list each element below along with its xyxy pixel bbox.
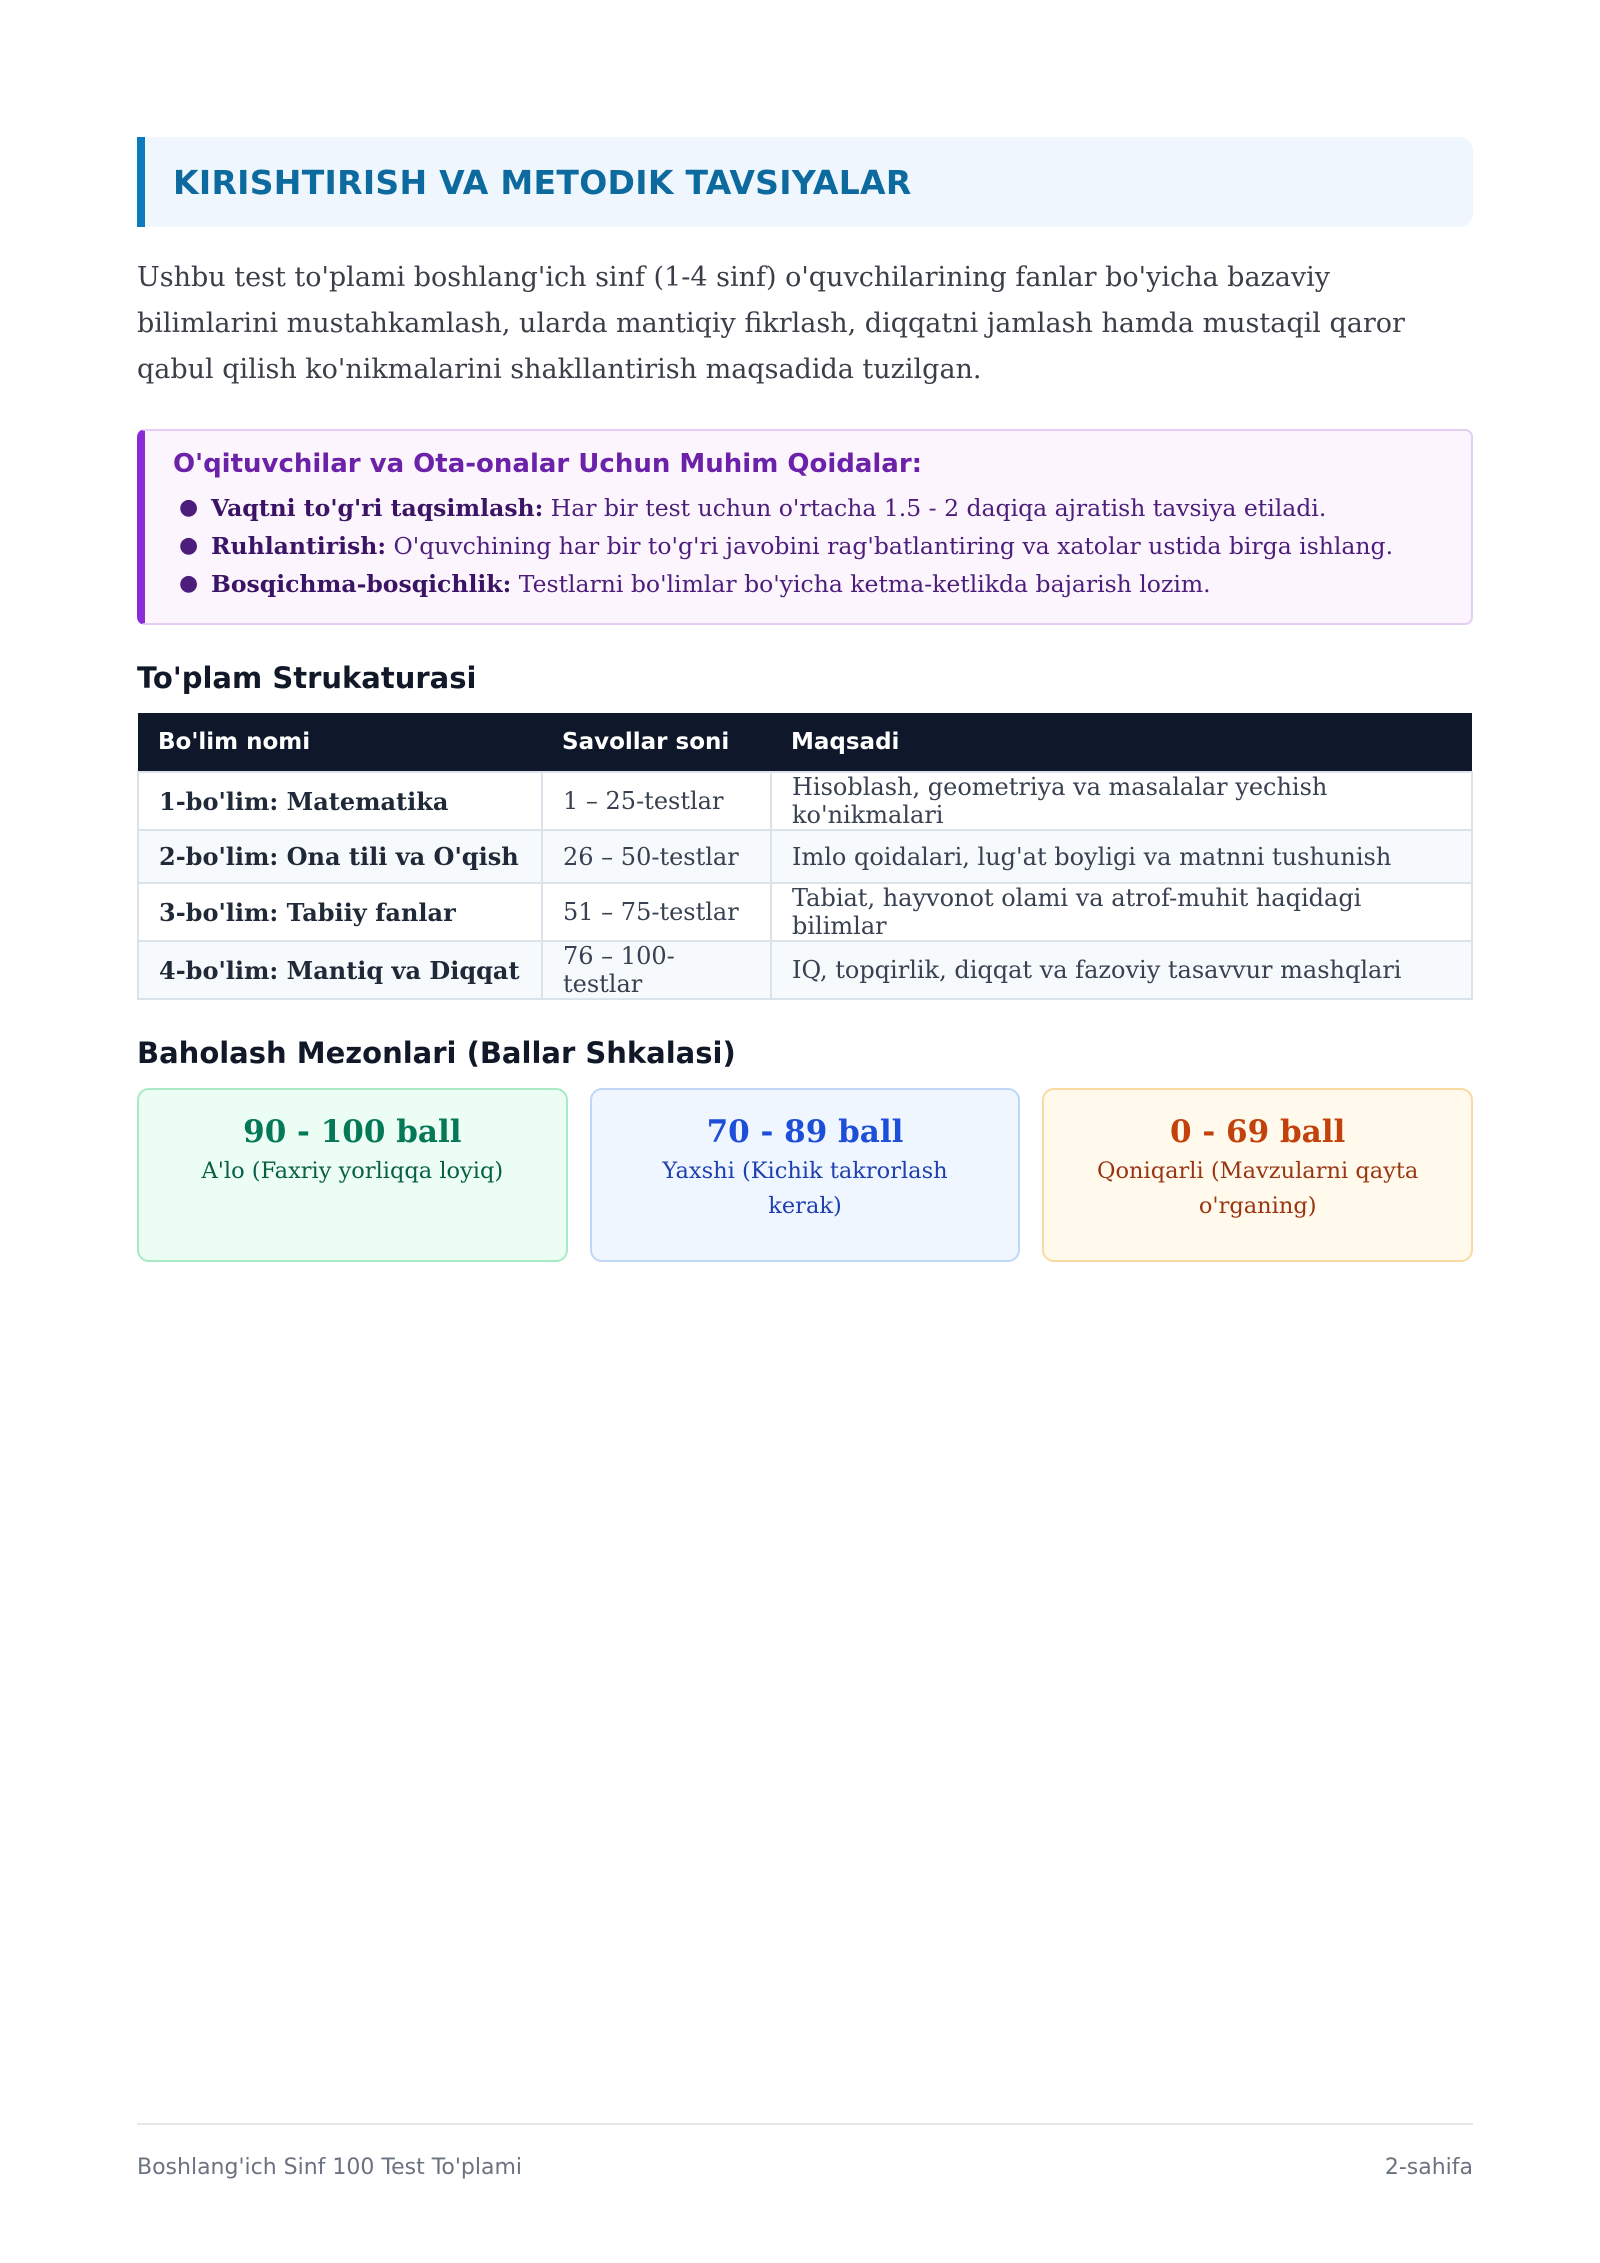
rules-list-item [179,527,1445,565]
goal-cell: Tabiat, hayvonot olami va atrof-muhit haqidagi bilimlar [771,883,1472,941]
grade-description: A'lo (Faxriy yorliqqa loyiq) [201,1158,504,1184]
page-number: 2-sahifa [1384,2155,1473,2180]
rules-list-item [179,489,1445,527]
table-header-row [138,713,1472,772]
rule-term: Bosqichma-bosqichlik: [211,570,512,598]
question-count-cell: 76 – 100-testlar [542,941,771,999]
structure-heading: To'plam Strukaturasi [137,661,477,695]
rule-term: Ruhlantirish: [211,532,387,560]
grading-heading: Baholash Mezonlari (Ballar Shkalasi) [137,1036,736,1070]
table-row [138,830,1472,883]
column-header-goal: Maqsadi [771,713,1472,772]
page-footer [137,2123,1473,2180]
column-header-count: Savollar soni [542,713,771,772]
section-name-cell: 2-bo'lim: Ona tili va O'qish [138,830,542,883]
section-header [137,137,1473,227]
section-name-cell: 3-bo'lim: Tabiiy fanlar [138,883,542,941]
table-row [138,772,1472,830]
footer-document-title: Boshlang'ich Sinf 100 Test To'plami [137,2155,523,2180]
section-name-cell: 4-bo'lim: Mantiq va Diqqat [138,941,542,999]
intro-paragraph: Ushbu test to'plami boshlang'ich sinf (1-4 sinf) o'quvchilarining fanlar bo'yicha bazaviy bilimlarini mustahkamlash, ularda mantiqiy fikrlash, diqqatni jamlash hamda mustaqil qaror qabul qilish ko'nikmalarini shakllantirish maqsadida tuzilgan. [137,262,1405,385]
rule-text: Har bir test uchun o'rtacha 1.5 - 2 daqiqa ajratish tavsiya etiladi. [543,494,1327,522]
rule-text: O'quvchining har bir to'g'ri javobini rag'batlantiring va xatolar ustida birga ishlang. [386,532,1394,560]
page-title: KIRISHTIRISH VA METODIK TAVSIYALAR [173,162,912,202]
question-count-cell: 1 – 25-testlar [542,772,771,830]
grading-cards [137,1088,1473,1262]
rules-list-item [179,565,1445,603]
bullet-icon: ● [179,495,199,520]
grade-card-satisfactory [1042,1088,1473,1262]
section-name-cell: 1-bo'lim: Matematika [138,772,542,830]
rule-text: Testlarni bo'limlar bo'yicha ketma-ketlikda bajarish lozim. [511,570,1211,598]
goal-cell: IQ, topqirlik, diqqat va fazoviy tasavvur mashqlari [771,941,1472,999]
grade-description: Yaxshi (Kichik takrorlash kerak) [662,1158,948,1219]
grade-score: 90 - 100 ball [243,1114,462,1150]
rules-title: O'qituvchilar va Ota-onalar Uchun Muhim Qoidalar: [173,449,923,479]
table-row [138,941,1472,999]
rules-list [173,489,1445,603]
table-row [138,883,1472,941]
bullet-icon: ● [179,533,199,558]
goal-cell: Hisoblash, geometriya va masalalar yechish ko'nikmalari [771,772,1472,830]
goal-cell: Imlo qoidalari, lug'at boyligi va matnni tushunish [771,830,1472,883]
grade-card-good [590,1088,1021,1262]
column-header-section: Bo'lim nomi [138,713,542,772]
grade-description: Qoniqarli (Mavzularni qayta o'rganing) [1097,1158,1419,1219]
page-content [137,137,1473,1262]
question-count-cell: 26 – 50-testlar [542,830,771,883]
structure-table [137,713,1473,1000]
rule-term: Vaqtni to'g'ri taqsimlash: [211,494,544,522]
grade-score: 0 - 69 ball [1170,1114,1346,1150]
grade-score: 70 - 89 ball [706,1114,904,1150]
question-count-cell: 51 – 75-testlar [542,883,771,941]
rules-callout [137,429,1473,625]
bullet-icon: ● [179,571,199,596]
grade-card-excellent [137,1088,568,1262]
